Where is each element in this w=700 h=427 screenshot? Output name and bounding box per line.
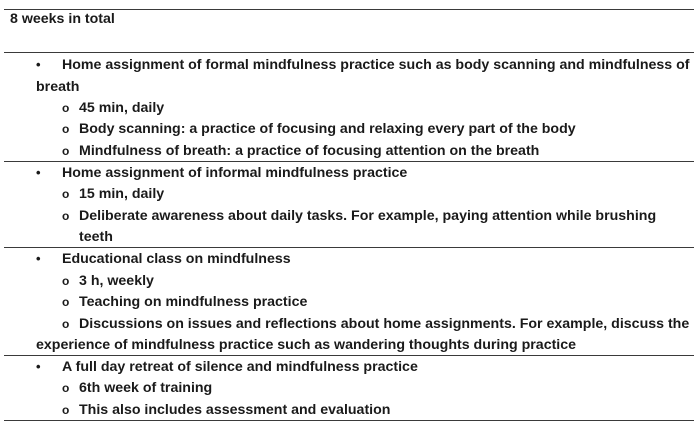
sub-bullet-icon: o xyxy=(62,295,70,309)
item-1-sub-1: 45 min, daily xyxy=(79,100,165,116)
sub-bullet-icon: o xyxy=(62,187,70,201)
sub-bullet-icon: o xyxy=(62,381,70,395)
item-4-sub-2: This also includes assessment and evaluation xyxy=(79,402,391,418)
item-1-text: Home assignment of formal mindfulness practice such as body scanning and mindfulness of xyxy=(62,57,690,73)
bottom-rule xyxy=(4,420,694,421)
item-1-text-cont: breath xyxy=(36,79,80,95)
sub-bullet-icon: o xyxy=(62,209,70,223)
item-3-sub-2: Teaching on mindfulness practice xyxy=(79,294,308,310)
item-2-text: Home assignment of informal mindfulness practice xyxy=(62,165,408,181)
table-header: 8 weeks in total xyxy=(10,11,115,27)
item-3-sub-3-cont: experience of mindfulness practice such as wandering thoughts during practice xyxy=(36,337,577,353)
bullet-icon: • xyxy=(36,359,41,374)
item-3-sub-1: 3 h, weekly xyxy=(79,273,154,289)
item-1-sub-3: Mindfulness of breath: a practice of focusing attention on the breath xyxy=(79,143,540,159)
bullet-icon: • xyxy=(36,251,41,266)
sub-bullet-icon: o xyxy=(62,122,70,136)
item-1-sub-2: Body scanning: a practice of focusing and relaxing every part of the body xyxy=(79,121,576,137)
item-4-text: A full day retreat of silence and mindfulness practice xyxy=(62,359,418,375)
item-2-sub-1: 15 min, daily xyxy=(79,186,165,202)
sub-bullet-icon: o xyxy=(62,403,70,417)
bullet-icon: • xyxy=(36,57,41,72)
sub-bullet-icon: o xyxy=(62,144,70,158)
sub-bullet-icon: o xyxy=(62,274,70,288)
item-4-sub-1: 6th week of training xyxy=(79,380,213,396)
bullet-icon: • xyxy=(36,165,41,180)
sub-bullet-icon: o xyxy=(62,101,70,115)
header-rule xyxy=(4,52,694,53)
item-3-text: Educational class on mindfulness xyxy=(62,251,291,267)
item-2-sub-2-cont: teeth xyxy=(79,229,113,245)
item-3-sub-3: Discussions on issues and reflections about home assignments. For example, discuss the xyxy=(79,316,690,332)
sub-bullet-icon: o xyxy=(62,317,70,331)
item-2-sub-2: Deliberate awareness about daily tasks. For example, paying attention while brushing xyxy=(79,208,657,224)
